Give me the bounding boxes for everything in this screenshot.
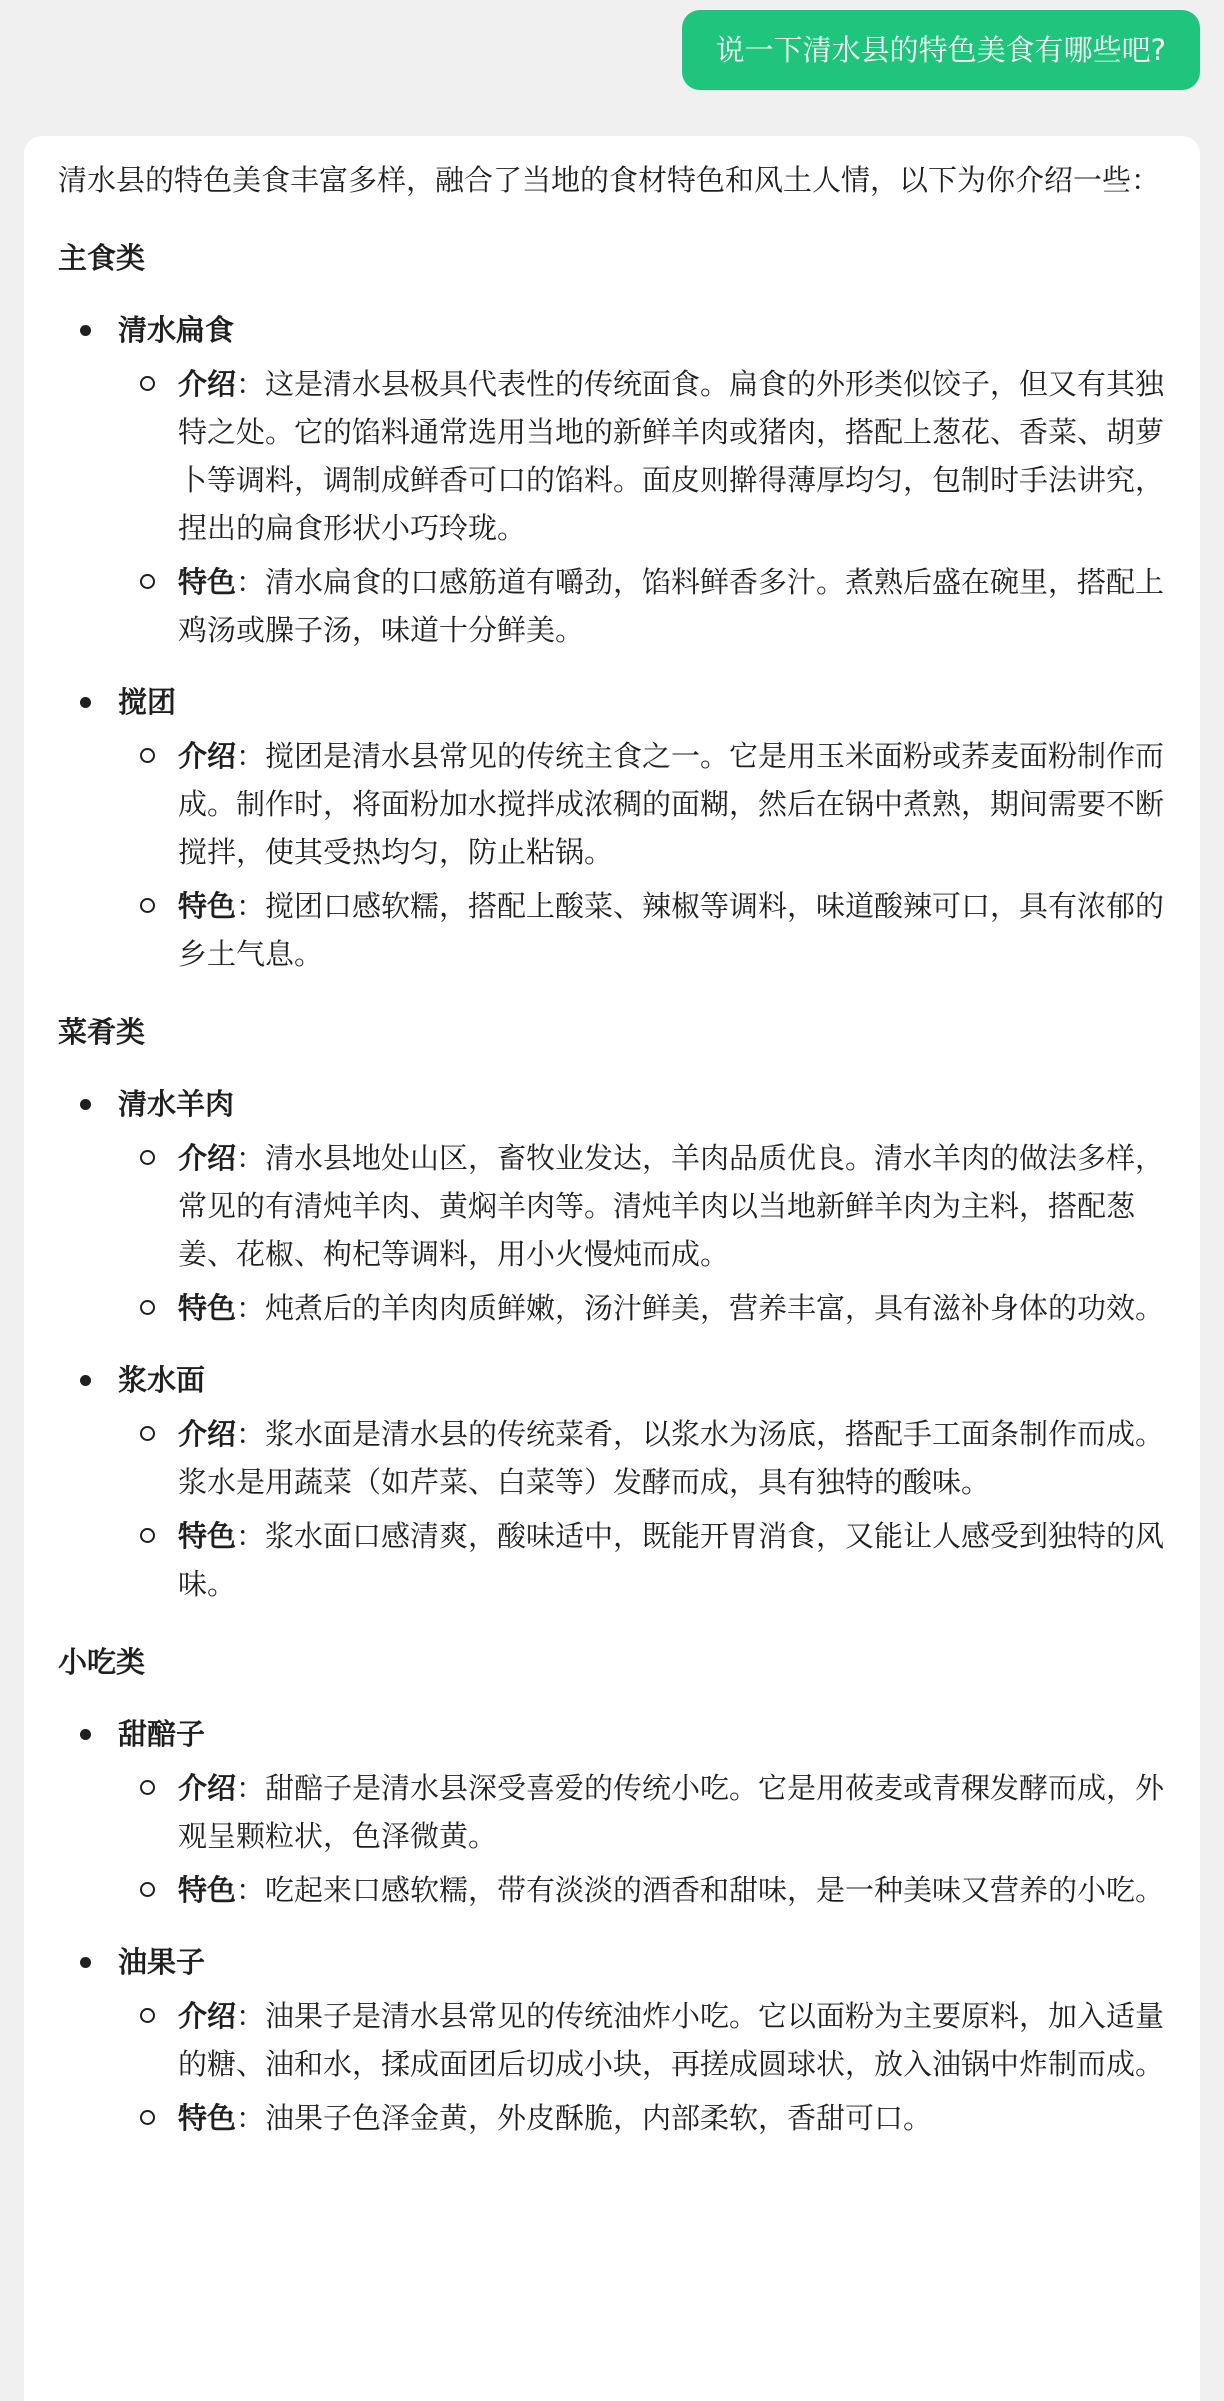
detail-text: 搅团口感软糯，搭配上酸菜、辣椒等调料，味道酸辣可口，具有浓郁的乡土气息。: [178, 889, 1165, 971]
detail-text: 油果子色泽金黄，外皮酥脆，内部柔软，香甜可口。: [265, 2101, 933, 2135]
food-name: 清水扁食: [118, 313, 235, 347]
food-detail: [118, 1866, 1166, 1914]
detail-label-separator: ：: [236, 1771, 266, 1805]
assistant-reply-card: [24, 136, 1200, 2401]
food-list: [58, 306, 1166, 978]
section-title: 主食类: [58, 241, 146, 275]
food-detail: [118, 732, 1166, 876]
food-name: 油果子: [118, 1945, 206, 1979]
user-message-bubble[interactable]: 说一下清水县的特色美食有哪些吧?: [682, 10, 1200, 90]
detail-label: 介绍: [178, 739, 237, 773]
food-detail: [118, 360, 1166, 552]
reply-intro: 清水县的特色美食丰富多样，融合了当地的食材特色和风土人情，以下为你介绍一些：: [58, 163, 1161, 197]
food-detail: [118, 882, 1166, 978]
food-item: [58, 1938, 1166, 2142]
detail-text: 这是清水县极具代表性的传统面食。扁食的外形类似饺子，但又有其独特之处。它的馅料通常选用当地的新鲜羊肉或猪肉，搭配上葱花、香菜、胡萝卜等调料，调制成鲜香可口的馅料。面皮则擀得薄厚均匀，包制时手法讲究，捏出的扁食形状小巧玲珑。: [178, 367, 1165, 545]
detail-label-separator: ：: [236, 889, 266, 923]
detail-label-separator: ：: [236, 1873, 266, 1907]
detail-label-separator: ：: [236, 1999, 266, 2033]
detail-label-separator: ：: [236, 565, 266, 599]
food-detail-list: [118, 732, 1166, 978]
food-name: 甜醅子: [118, 1717, 206, 1751]
detail-label: 特色: [178, 2101, 237, 2135]
section-title: 菜肴类: [58, 1015, 146, 1049]
food-detail: [118, 2094, 1166, 2142]
detail-text: 炖煮后的羊肉肉质鲜嫩，汤汁鲜美，营养丰富，具有滋补身体的功效。: [265, 1291, 1165, 1325]
detail-label-separator: ：: [236, 1417, 266, 1451]
detail-label: 特色: [178, 565, 237, 599]
food-detail-list: [118, 1134, 1166, 1332]
detail-text: 清水扁食的口感筋道有嚼劲，馅料鲜香多汁。煮熟后盛在碗里，搭配上鸡汤或臊子汤，味道十分鲜美。: [178, 565, 1165, 647]
food-name: 浆水面: [118, 1363, 206, 1397]
food-list: [58, 1080, 1166, 1608]
detail-label-separator: ：: [236, 367, 266, 401]
detail-text: 浆水面口感清爽，酸味适中，既能开胃消食，又能让人感受到独特的风味。: [178, 1519, 1165, 1601]
food-detail: [118, 1512, 1166, 1608]
food-detail-list: [118, 360, 1166, 654]
section-title: 小吃类: [58, 1645, 146, 1679]
food-detail-list: [118, 1410, 1166, 1608]
detail-label: 介绍: [178, 1999, 237, 2033]
food-item: [58, 678, 1166, 978]
food-detail: [118, 1284, 1166, 1332]
detail-text: 油果子是清水县常见的传统油炸小吃。它以面粉为主要原料，加入适量的糖、油和水，揉成面团后切成小块，再搓成圆球状，放入油锅中炸制而成。: [178, 1999, 1165, 2081]
detail-label: 特色: [178, 1519, 237, 1553]
detail-text: 浆水面是清水县的传统菜肴，以浆水为汤底，搭配手工面条制作而成。浆水是用蔬菜（如芹菜、白菜等）发酵而成，具有独特的酸味。: [178, 1417, 1165, 1499]
food-detail: [118, 558, 1166, 654]
detail-label: 特色: [178, 889, 237, 923]
detail-text: 甜醅子是清水县深受喜爱的传统小吃。它是用莜麦或青稞发酵而成，外观呈颗粒状，色泽微黄。: [178, 1771, 1165, 1853]
detail-label-separator: ：: [236, 1291, 266, 1325]
detail-label-separator: ：: [236, 1519, 266, 1553]
food-name: 搅团: [118, 685, 177, 719]
food-sections: [58, 234, 1166, 2142]
detail-label: 特色: [178, 1873, 237, 1907]
food-list: [58, 1710, 1166, 2142]
user-message-row: [682, 10, 1200, 90]
food-item: [58, 1080, 1166, 1332]
food-detail: [118, 1764, 1166, 1860]
detail-label-separator: ：: [236, 739, 266, 773]
food-item: [58, 1710, 1166, 1914]
food-detail: [118, 1410, 1166, 1506]
detail-label-separator: ：: [236, 2101, 266, 2135]
detail-label: 介绍: [178, 1771, 237, 1805]
detail-label-separator: ：: [236, 1141, 266, 1175]
food-detail-list: [118, 1764, 1166, 1914]
detail-text: 清水县地处山区，畜牧业发达，羊肉品质优良。清水羊肉的做法多样，常见的有清炖羊肉、黄焖羊肉等。清炖羊肉以当地新鲜羊肉为主料，搭配葱姜、花椒、枸杞等调料，用小火慢炖而成。: [178, 1141, 1165, 1271]
detail-label: 介绍: [178, 1141, 237, 1175]
food-detail: [118, 1992, 1166, 2088]
detail-label: 介绍: [178, 1417, 237, 1451]
detail-text: 吃起来口感软糯，带有淡淡的酒香和甜味，是一种美味又营养的小吃。: [265, 1873, 1165, 1907]
food-item: [58, 306, 1166, 654]
food-detail-list: [118, 1992, 1166, 2142]
food-item: [58, 1356, 1166, 1608]
detail-label: 特色: [178, 1291, 237, 1325]
detail-text: 搅团是清水县常见的传统主食之一。它是用玉米面粉或荞麦面粉制作而成。制作时，将面粉加水搅拌成浓稠的面糊，然后在锅中煮熟，期间需要不断搅拌，使其受热均匀，防止粘锅。: [178, 739, 1165, 869]
food-detail: [118, 1134, 1166, 1278]
detail-label: 介绍: [178, 367, 237, 401]
food-name: 清水羊肉: [118, 1087, 235, 1121]
